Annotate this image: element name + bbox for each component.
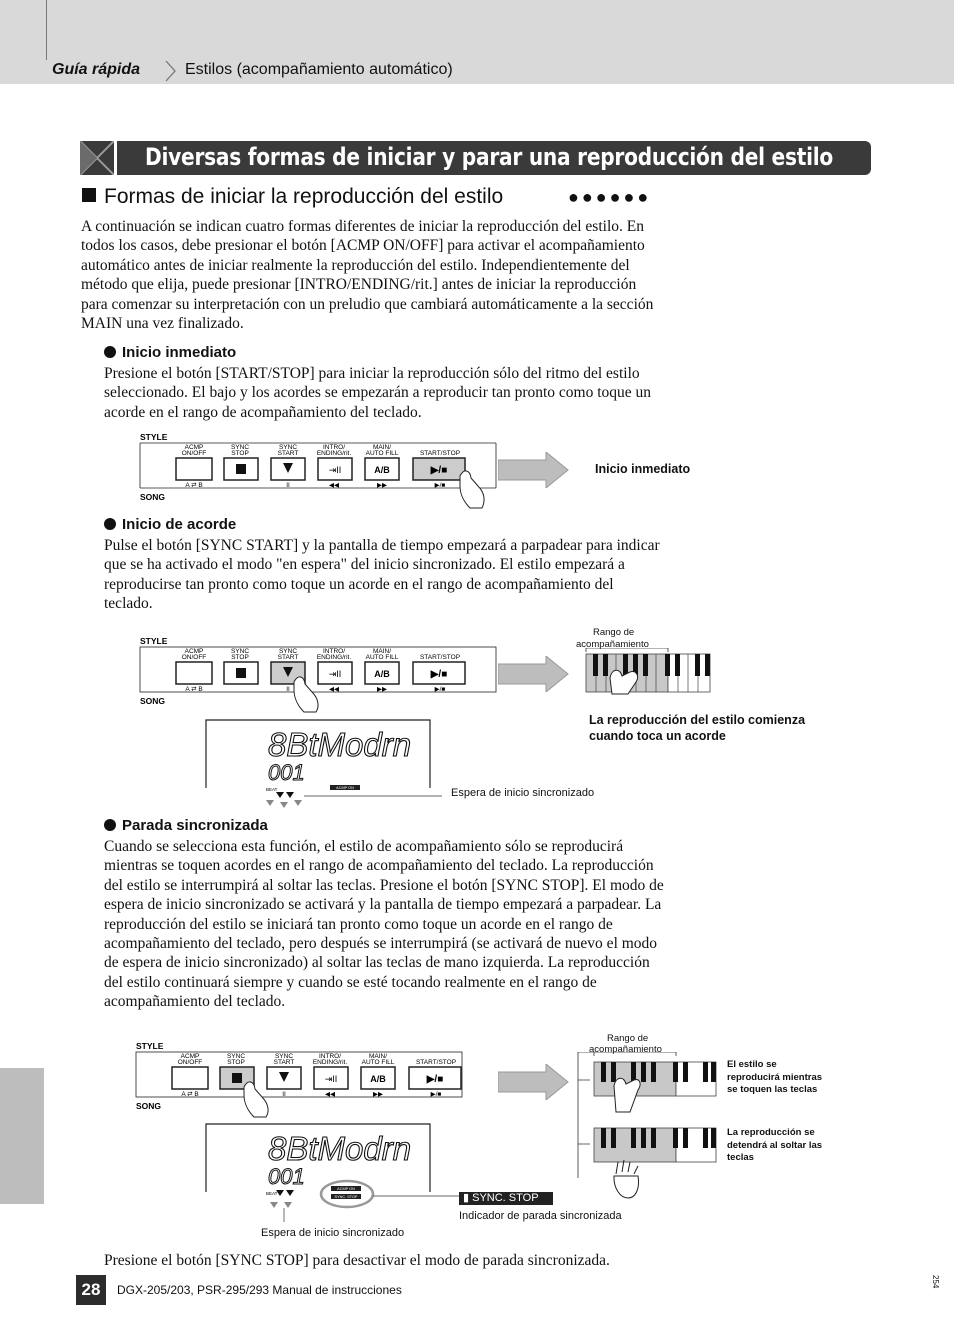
callout-chord-start-1: La reproducción del estilo comienza <box>589 713 806 727</box>
panel-song-label: SONG <box>140 696 166 706</box>
note-line: detendrá al soltar las <box>727 1139 823 1151</box>
header-notch <box>0 0 47 60</box>
song-play-label: ▶/■ <box>430 1091 442 1098</box>
sync-start-label-2: START <box>277 654 299 661</box>
lcd-beat-label: BEAT <box>266 787 278 792</box>
arrow-right-icon <box>498 452 570 488</box>
closing-paragraph: Presione el botón [SYNC STOP] para desactivar el modo de parada sincronizada. <box>104 1252 610 1269</box>
main-label-2: AUTO FILL <box>361 1059 395 1066</box>
heading-parada-sincronizada <box>104 817 268 834</box>
svg-text:▶/■: ▶/■ <box>430 669 448 680</box>
indicator-label: Indicador de parada sincronizada <box>459 1210 622 1222</box>
control-panel-diagram-sync-stop <box>134 1039 494 1119</box>
wait-label-1: Espera de inicio sincronizado <box>451 787 595 799</box>
main-label-1: MAIN/ <box>372 648 392 655</box>
song-rew-label: ◀◀ <box>329 482 339 489</box>
breadcrumb-chevron-icon <box>164 60 178 82</box>
sync-start-label-1: SYNC <box>278 648 298 655</box>
note-line: se toquen las teclas <box>727 1084 818 1095</box>
square-bullet-icon <box>82 188 96 202</box>
acmp-button[interactable] <box>176 458 212 480</box>
intro-label-2: ENDING/rit. <box>316 450 352 457</box>
page-number: 28 <box>76 1275 106 1305</box>
paragraph-parada-sincronizada: Cuando se selecciona esta función, el estilo de acompañamiento sólo se reproducirá mientras se toquen acordes en el rango de acompañamiento del teclado. La reproducción del estilo se interrumpirá al soltar las teclas. Presione el botón [SYNC STOP]. El modo de espera de inicio sincronizado se activará y la pantalla de tiempo empezará a parpadear. La reproducción del estilo se iniciará tan pronto como toque un acorde en el rango de acompañamiento del teclado, pero después se interrumpirá (se activará de nuevo el modo de espera de inicio sincronizado) al soltar las teclas de mano izquierda. La reproducción del estilo continuará siempre y cuando se esté tocando realmente en el rango de acompañamiento del teclado. <box>104 838 664 1011</box>
main-label-2: AUTO FILL <box>365 450 399 457</box>
note-plays-while-held <box>727 1059 822 1097</box>
panel-style-label: STYLE <box>140 432 168 442</box>
control-panel-diagram <box>138 430 498 510</box>
bullet-icon <box>104 518 116 530</box>
main-label-1: MAIN/ <box>372 444 392 451</box>
song-ff-label: ▶▶ <box>377 482 387 489</box>
sync-stop-indicator-text: SYNC. STOP <box>472 1192 539 1204</box>
footer-manual-title: DGX-205/203, PSR-295/293 Manual de instrucciones <box>117 1283 402 1297</box>
lcd-sync-tag: SYNC. STOP <box>334 1195 358 1199</box>
sync-stop-label-1: SYNC <box>230 444 250 451</box>
svg-text:⇥II: ⇥II <box>324 1074 338 1084</box>
svg-text:⇥II: ⇥II <box>328 465 342 475</box>
sync-stop-label-2: STOP <box>231 450 249 457</box>
callout-inicio-inmediato: Inicio inmediato <box>595 462 691 476</box>
intro-label-2: ENDING/rit. <box>316 654 352 661</box>
keyboard-diagram <box>584 648 714 696</box>
lcd-style-name: 8BtModrn <box>268 1130 412 1167</box>
lcd-acmp-tag: ACMP ON <box>337 1187 355 1191</box>
acmp-label-1: ACMP <box>184 648 204 655</box>
paragraph-inicio-acorde: Pulse el botón [SYNC START] y la pantalla de tiempo empezará a parpadear para indicar que se ha activado el modo "en espera" del inicio sincronizado. El estilo empezará a reproducirse tan pronto como toque un acorde en el rango de acompañamiento del teclado. <box>104 537 660 613</box>
pressing-hand-icon <box>244 1082 268 1117</box>
lcd-acmp-tag: ACMP ON <box>336 786 354 790</box>
bullet-icon <box>104 346 116 358</box>
sync-stop-label-1: SYNC <box>230 648 250 655</box>
arrow-right-icon <box>498 1064 570 1100</box>
acmp-label-1: ACMP <box>180 1053 200 1060</box>
subsection-title <box>82 185 503 209</box>
section-title: Diversas formas de iniciar y parar una reproducción del estilo <box>145 143 834 171</box>
lcd-style-name: 8BtModrn <box>268 726 412 763</box>
playing-hand-icon <box>614 1078 640 1112</box>
callout-chord-start-2: cuando toca un acorde <box>589 729 726 743</box>
note-line: La reproducción se <box>727 1127 815 1138</box>
song-pause-label: II <box>286 686 290 693</box>
ab-label: A/B <box>370 1074 386 1084</box>
song-ab-label: A ⇄ B <box>185 686 203 693</box>
intro-label-1: INTRO/ <box>322 648 346 655</box>
lcd-display <box>204 718 454 810</box>
guide-label: Guía rápida <box>52 61 141 78</box>
main-label-1: MAIN/ <box>368 1053 388 1060</box>
note-stops-on-release <box>727 1127 822 1165</box>
heading-inicio-inmediato <box>104 344 236 361</box>
range-label-1: Rango de <box>593 627 635 638</box>
paragraph-inicio-inmediato: Presione el botón [START/STOP] para iniciar la reproducción sólo del ritmo del estilo seleccionado. El bajo y los acordes se empezarán a reproducir tan pronto como toque un acorde en el rango de acompañamiento del teclado. <box>104 365 652 421</box>
song-rew-label: ◀◀ <box>325 1091 335 1098</box>
panel-style-label: STYLE <box>136 1041 164 1051</box>
lcd-display-sync-stop <box>204 1122 564 1222</box>
pressing-hand-icon <box>294 677 318 712</box>
heading-text: Parada sincronizada <box>122 817 268 834</box>
section-hourglass-icon <box>80 141 114 175</box>
song-ff-label: ▶▶ <box>377 686 387 693</box>
svg-text:▶/■: ▶/■ <box>426 1074 444 1085</box>
sync-stop-label-2: STOP <box>231 654 249 661</box>
lcd-number: 001 <box>268 1164 305 1189</box>
note-line: teclas <box>727 1152 754 1163</box>
wait-label-2: Espera de inicio sincronizado <box>261 1227 405 1239</box>
intro-label-1: INTRO/ <box>318 1053 342 1060</box>
lcd-beat-label: BEAT <box>266 1191 278 1196</box>
ab-label: A/B <box>374 669 390 679</box>
song-play-label: ▶/■ <box>434 686 446 693</box>
keyboard-diagram-pair <box>576 1052 720 1202</box>
acmp-label-2: ON/OFF <box>177 1059 203 1066</box>
subsection-dots: ●●●●●● <box>568 187 652 207</box>
chapter-side-tab <box>0 1068 44 1204</box>
song-ab-label: A ⇄ B <box>185 482 203 489</box>
range-label-2: acompañamiento <box>576 639 649 650</box>
song-pause-label: II <box>286 482 290 489</box>
intro-label-2: ENDING/rit. <box>312 1059 348 1066</box>
sync-start-label-2: START <box>277 450 299 457</box>
lcd-number: 001 <box>268 760 305 785</box>
acmp-label-2: ON/OFF <box>181 654 207 661</box>
panel-style-label: STYLE <box>140 636 168 646</box>
song-play-label: ▶/■ <box>434 482 446 489</box>
range-label-1: Rango de <box>607 1033 649 1044</box>
sync-start-label-2: START <box>273 1059 295 1066</box>
sync-stop-label-2: STOP <box>227 1059 245 1066</box>
acmp-label-2: ON/OFF <box>181 450 207 457</box>
released-hand-icon <box>614 1160 639 1198</box>
panel-song-label: SONG <box>140 492 166 502</box>
note-line: reproducirá mientras <box>727 1071 823 1083</box>
sync-stop-label-1: SYNC <box>226 1053 246 1060</box>
arrow-right-icon <box>498 656 570 692</box>
intro-paragraph: A continuación se indican cuatro formas diferentes de iniciar la reproducción del estilo. En todos los casos, debe presionar el botón [ACMP ON/OFF] para activar el acompañamiento automático antes de iniciar realmente la reproducción del estilo. Independientemente del método que elija, puede presionar [INTRO/ENDING/rit.] antes de iniciar la reproducción para comenzar su interpretación con un preludio que cambiará automáticamente a la sección MAIN una vez finalizado. <box>81 218 654 333</box>
panel-song-label: SONG <box>136 1101 162 1111</box>
bullet-icon <box>104 819 116 831</box>
heading-inicio-acorde <box>104 516 236 533</box>
sync-stop-indicator: ▮ SYNC. STOP <box>459 1192 553 1205</box>
svg-text:▶/■: ▶/■ <box>430 465 448 476</box>
song-ab-label: A ⇄ B <box>181 1091 199 1098</box>
start-stop-label: START/STOP <box>419 654 461 661</box>
sync-start-label-1: SYNC <box>274 1053 294 1060</box>
ab-label: A/B <box>374 465 390 475</box>
main-label-2: AUTO FILL <box>365 654 399 661</box>
range-label-2: acompañamiento <box>589 1044 662 1055</box>
breadcrumb-section: Estilos (acompañamiento automático) <box>185 61 453 78</box>
song-rew-label: ◀◀ <box>329 686 339 693</box>
song-pause-label: II <box>282 1091 286 1098</box>
acmp-button[interactable] <box>172 1067 208 1089</box>
page-code: 254 <box>931 1275 940 1289</box>
start-stop-label: START/STOP <box>415 1059 457 1066</box>
start-stop-label: START/STOP <box>419 450 461 457</box>
acmp-button[interactable] <box>176 662 212 684</box>
acmp-label-1: ACMP <box>184 444 204 451</box>
heading-text: Inicio de acorde <box>122 516 237 533</box>
control-panel-diagram-sync-start <box>138 634 498 714</box>
heading-text: Inicio inmediato <box>122 344 237 361</box>
pressing-hand-icon <box>460 471 484 508</box>
song-ff-label: ▶▶ <box>373 1091 383 1098</box>
svg-text:⇥II: ⇥II <box>328 669 342 679</box>
sync-start-label-1: SYNC <box>278 444 298 451</box>
intro-label-1: INTRO/ <box>322 444 346 451</box>
note-line: El estilo se <box>727 1059 777 1070</box>
subsection-title-text: Formas de iniciar la reproducción del estilo <box>104 185 504 208</box>
header-band <box>0 0 954 84</box>
